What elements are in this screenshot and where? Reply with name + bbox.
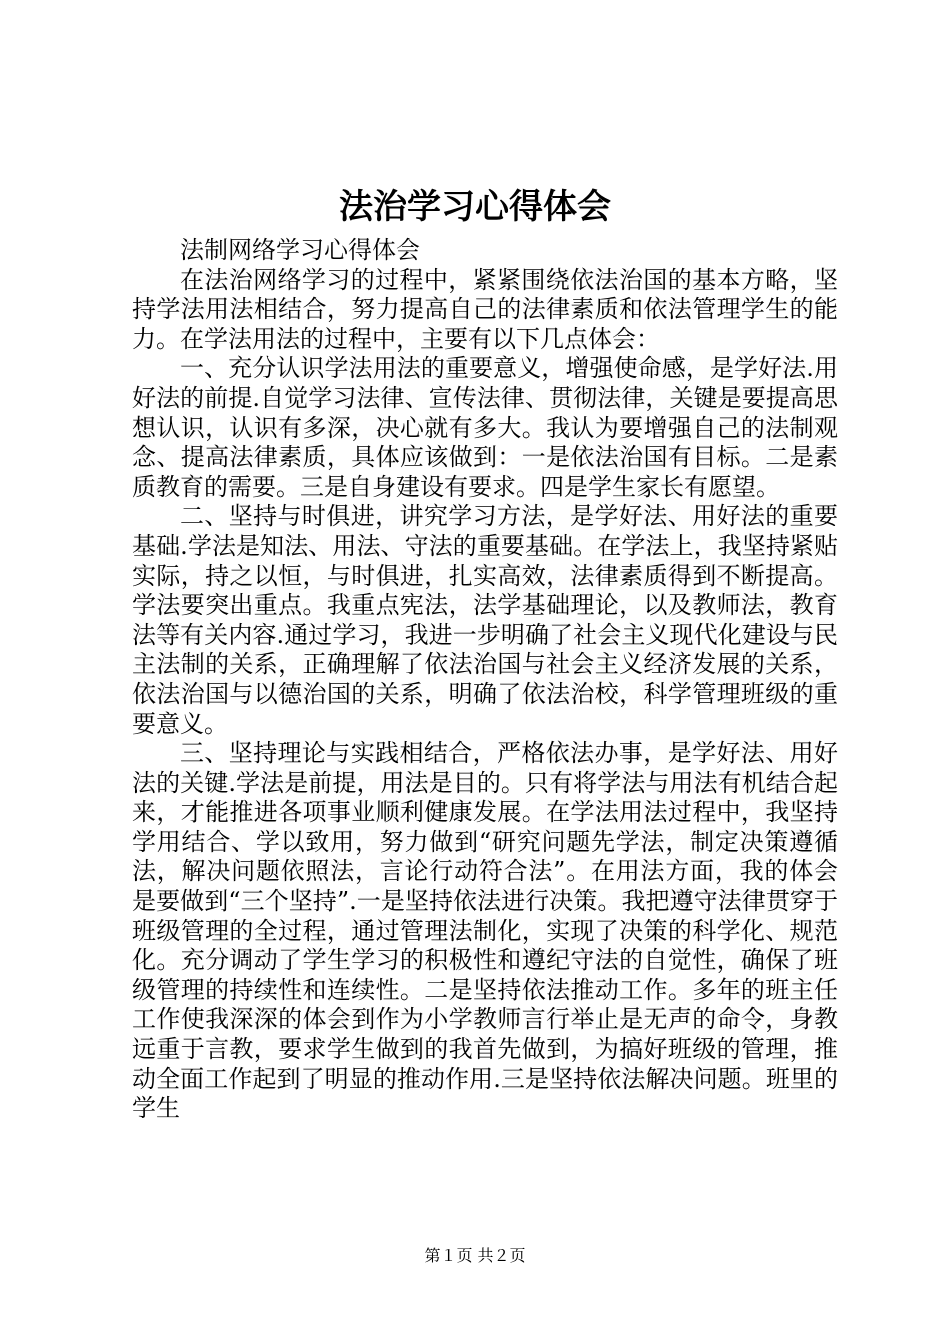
paragraph-intro: 在法治网络学习的过程中，紧紧围绕依法治国的基本方略，坚持学法用法相结合，努力提高自己的法律素质和依法管理学生的能力。在学法用法的过程中，主要有以下几点体会： bbox=[132, 265, 838, 353]
document-body bbox=[132, 236, 838, 1124]
page-number-footer: 第１页 共２页 bbox=[424, 1246, 526, 1265]
paragraph-section-3: 三、坚持理论与实践相结合，严格依法办事，是学好法、用好法的关键.学法是前提，用法是目的。只有将学法与用法有机结合起来，才能推进各项事业顺利健康发展。在学法用法过程中，我坚持学用结合、学以致用，努力做到“研究问题先学法，制定决策遵循法，解决问题依照法，言论行动符合法”。在用法方面，我的体会是要做到“三个坚持”.一是坚持依法进行决策。我把遵守法律贯穿于班级管理的全过程，通过管理法制化，实现了决策的科学化、规范化。充分调动了学生学习的积极性和遵纪守法的自觉性，确保了班级管理的持续性和连续性。二是坚持依法推动工作。多年的班主任工作使我深深的体会到作为小学教师言行举止是无声的命令，身教远重于言教，要求学生做到的我首先做到，为搞好班级的管理，推动全面工作起到了明显的推动作用.三是坚持依法解决问题。班里的学生 bbox=[132, 739, 838, 1123]
document-subtitle: 法制网络学习心得体会 bbox=[180, 236, 420, 264]
paragraph-section-2: 二、坚持与时俱进，讲究学习方法，是学好法、用好法的重要基础.学法是知法、用法、守法的重要基础。在学法上，我坚持紧贴实际，持之以恒，与时俱进，扎实高效，法律素质得到不断提高。学法要突出重点。我重点宪法，法学基础理论，以及教师法，教育法等有关内容.通过学习，我进一步明确了社会主义现代化建设与民主法制的关系，正确理解了依法治国与社会主义经济发展的关系，依法治国与以德治国的关系，明确了依法治校，科学管理班级的重要意义。 bbox=[132, 502, 838, 738]
document-title: 法治学习心得体会 bbox=[339, 187, 611, 227]
paragraph-section-1: 一、充分认识学法用法的重要意义，增强使命感，是学好法.用好法的前提.自觉学习法律、宣传法律、贯彻法律，关键是要提高思想认识，认识有多深，决心就有多大。我认为要增强自己的法制观念、提高法律素质，具体应该做到：一是依法治国有目标。二是素质教育的需要。三是自身建设有要求。四是学生家长有愿望。 bbox=[132, 354, 838, 501]
